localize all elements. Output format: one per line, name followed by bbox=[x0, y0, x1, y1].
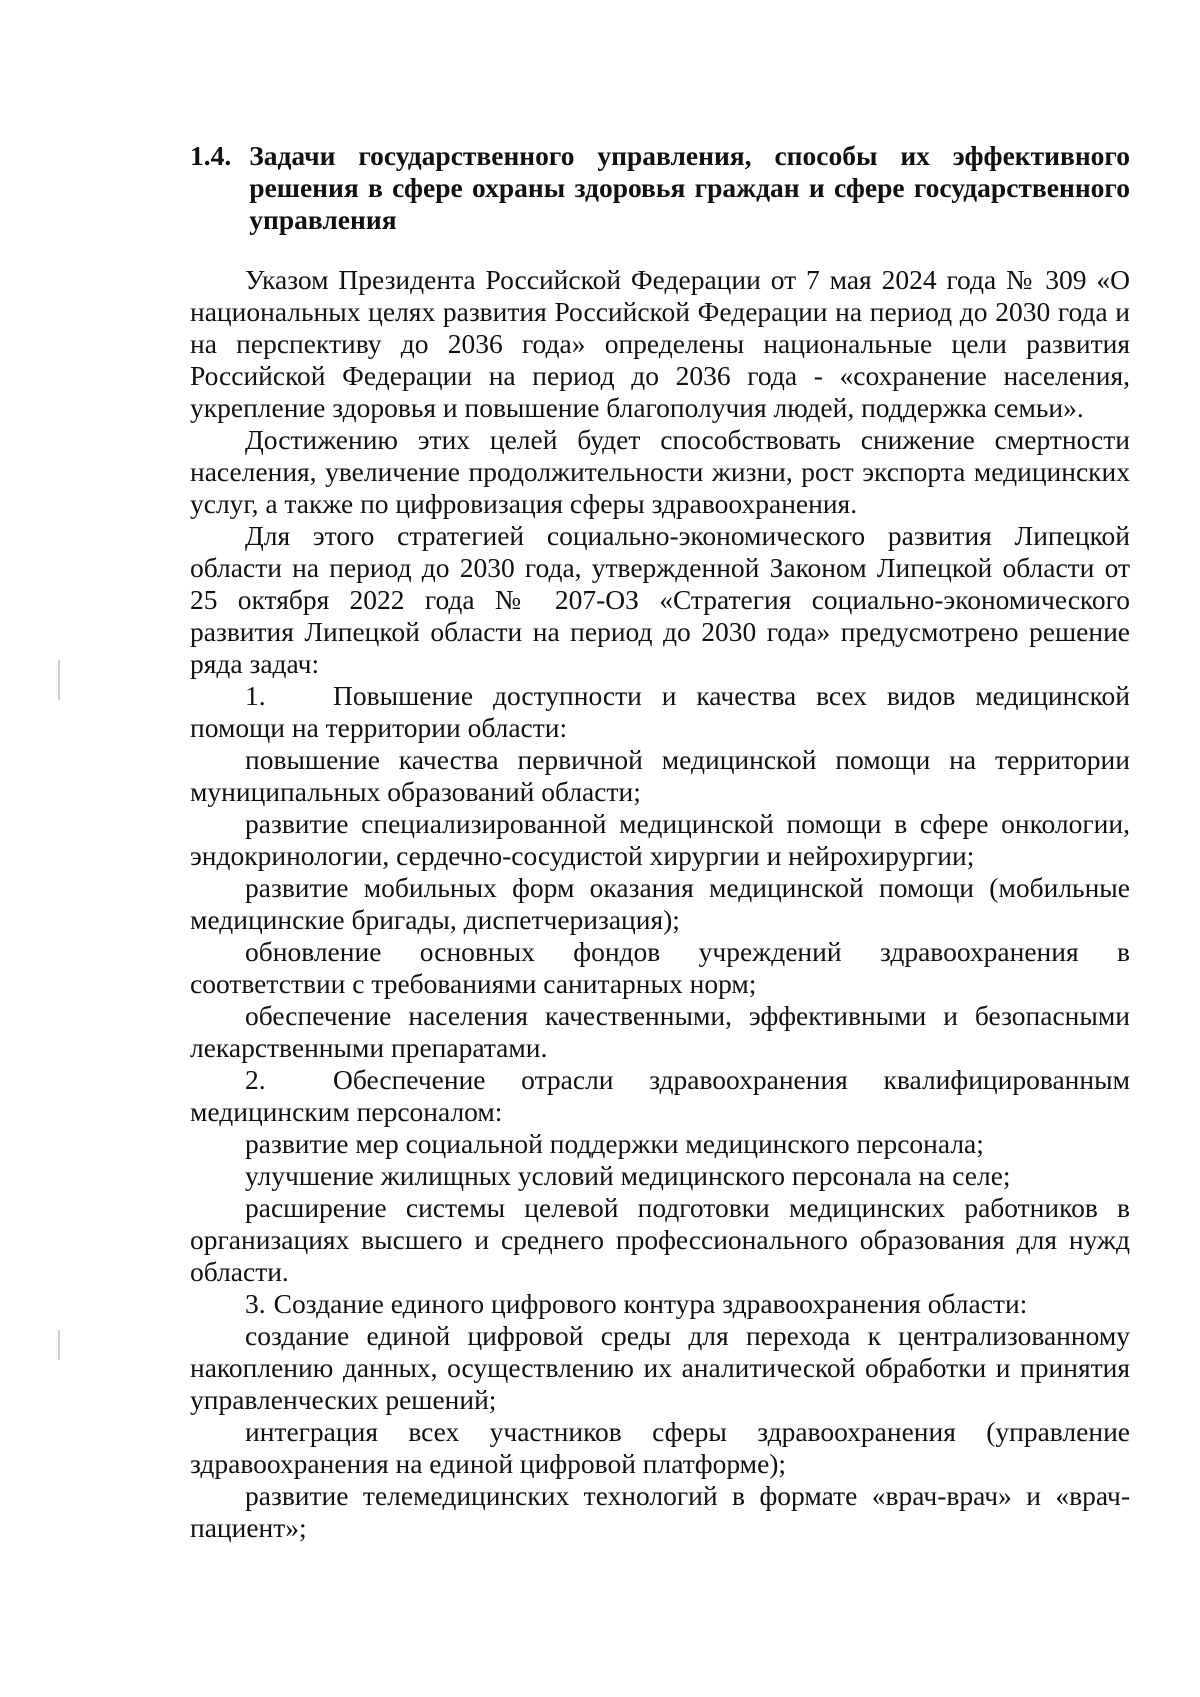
section-number: 1.4. bbox=[190, 140, 232, 171]
task-item: развитие мобильных форм оказания медицинской помощи (мобильные медицинские бригады, диспетчеризация); bbox=[190, 872, 1130, 935]
task-number: 1. bbox=[245, 680, 266, 711]
task-title-text: Создание единого цифрового контура здравоохранения области: bbox=[273, 1288, 1028, 1319]
task-item: развитие мер социальной поддержки медицинского персонала; bbox=[245, 1128, 984, 1159]
task-title bbox=[190, 680, 1130, 744]
task-item: обеспечение населения качественными, эффективными и безопасными лекарственными препаратами. bbox=[190, 1000, 1130, 1063]
task-title bbox=[190, 1064, 1130, 1128]
task-item: развитие телемедицинских технологий в формате «врач-врач» и «врач-пациент»; bbox=[190, 1480, 1130, 1543]
task-item: улучшение жилищных условий медицинского персонала на селе; bbox=[245, 1160, 1011, 1191]
paragraph-goals: Достижению этих целей будет способствовать снижение смертности населения, увеличение продолжительности жизни, рост экспорта медицинских услуг, а также по цифровизация сферы здравоохранения. bbox=[190, 424, 1130, 519]
task-item: обновление основных фондов учреждений здравоохранения в соответствии с требованиями санитарных норм; bbox=[190, 936, 1130, 999]
task-title-text: Обеспечение отрасли здравоохранения квалифицированным медицинским персоналом: bbox=[190, 1064, 1130, 1127]
task-title bbox=[190, 1288, 1130, 1320]
paragraph-strategy: Для этого стратегией социально-экономического развития Липецкой области на период до 2030 года, утвержденной Законом Липецкой области от 25 октября 2022 года № 207-ОЗ «Стратегия социально-экономического развития Липецкой области на период до 2030 года» предусмотрено решение ряда задач: bbox=[190, 520, 1130, 679]
task-item: интеграция всех участников сферы здравоохранения (управление здравоохранения на единой цифровой платформе); bbox=[190, 1416, 1130, 1479]
scan-edge-mark bbox=[58, 1330, 60, 1360]
task-number: 2. bbox=[245, 1064, 266, 1095]
task-item: создание единой цифровой среды для перехода к централизованному накоплению данных, осуществлению их аналитической обработки и принятия управленческих решений; bbox=[190, 1320, 1130, 1415]
task-title-text: Повышение доступности и качества всех видов медицинской помощи на территории области: bbox=[190, 680, 1130, 743]
scan-edge-mark bbox=[58, 660, 60, 700]
task-item: развитие специализированной медицинской помощи в сфере онкологии, эндокринологии, сердечно-сосудистой хирургии и нейрохирургии; bbox=[190, 808, 1130, 871]
paragraph-decree: Указом Президента Российской Федерации от 7 мая 2024 года № 309 «О национальных целях развития Российской Федерации на период до 2030 года и на перспективу до 2036 года» определены национальные цели развития Российской Федерации на период до 2036 года - «сохранение населения, укрепление здоровья и повышение благополучия людей, поддержка семьи». bbox=[190, 264, 1130, 423]
section-title: Задачи государственного управления, способы их эффективного решения в сфере охраны здоровья граждан и сфере государственного управления bbox=[249, 140, 1130, 235]
section-heading bbox=[190, 140, 1130, 236]
task-item: расширение системы целевой подготовки медицинских работников в организациях высшего и среднего профессионального образования для нужд области. bbox=[190, 1192, 1130, 1287]
task-number: 3. bbox=[245, 1288, 266, 1319]
document-body bbox=[190, 140, 1130, 1544]
task-item: повышение качества первичной медицинской помощи на территории муниципальных образований области; bbox=[190, 744, 1130, 807]
